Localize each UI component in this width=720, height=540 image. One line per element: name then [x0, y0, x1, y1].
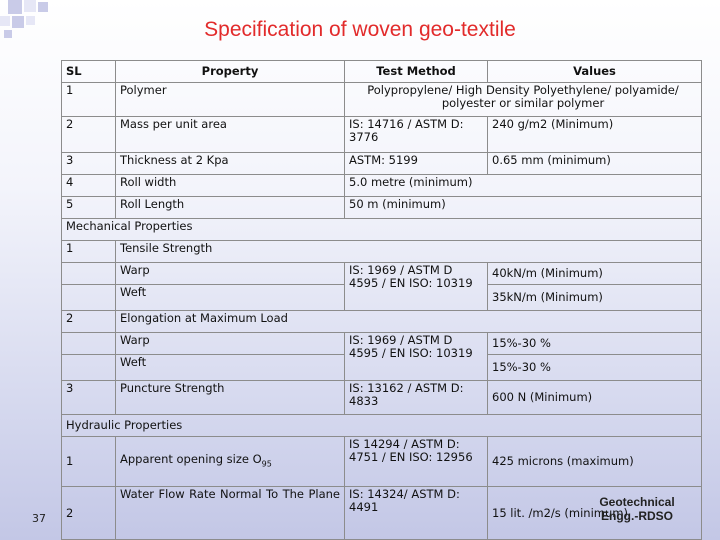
- value-cell: 15 lit. /m2/s (minimum): [488, 487, 702, 540]
- sl-cell: [62, 263, 116, 285]
- sl-cell: [62, 355, 116, 381]
- opening-size-label: Apparent opening size O: [120, 451, 262, 466]
- sl-cell: [62, 333, 116, 355]
- sl-cell: 2: [62, 311, 116, 333]
- value-cell: Polypropylene/ High Density Polyethylene/ polyamide/ polyester or similar polymer: [345, 83, 702, 117]
- table-row: [62, 241, 702, 263]
- sl-cell: 5: [62, 197, 116, 219]
- section-heading: Mechanical Properties: [62, 219, 702, 241]
- table-row: [62, 117, 702, 153]
- method-cell: IS: 1969 / ASTM D 4595 / EN ISO: 10319: [345, 333, 488, 381]
- property-cell: Roll width: [116, 175, 345, 197]
- value-cell: 15%-30 %: [488, 355, 702, 381]
- sl-cell: 2: [62, 117, 116, 153]
- org-line-1: Geotechnical: [599, 495, 675, 509]
- value-cell: 40kN/m (Minimum): [488, 263, 702, 285]
- sl-cell: 1: [62, 241, 116, 263]
- property-cell: Mass per unit area: [116, 117, 345, 153]
- organization-footer: [592, 495, 682, 523]
- property-cell: Warp: [116, 263, 345, 285]
- property-cell: Polymer: [116, 83, 345, 117]
- method-cell: IS: 14324/ ASTM D: 4491: [345, 487, 488, 540]
- property-cell: Weft: [116, 355, 345, 381]
- method-cell: IS 14294 / ASTM D: 4751 / EN ISO: 12956: [345, 437, 488, 487]
- slide-title: Specification of woven geo-textile: [204, 18, 516, 41]
- value-cell: 0.65 mm (minimum): [488, 153, 702, 175]
- value-cell: 600 N (Minimum): [488, 381, 702, 415]
- specification-table: [61, 60, 702, 540]
- table-row: [62, 175, 702, 197]
- table-row: [62, 381, 702, 415]
- table-row: [62, 311, 702, 333]
- value-cell: 35kN/m (Minimum): [488, 285, 702, 311]
- table-row: [62, 197, 702, 219]
- section-row-hydraulic: [62, 415, 702, 437]
- method-cell: IS: 14716 / ASTM D: 3776: [345, 117, 488, 153]
- value-cell: 240 g/m2 (Minimum): [488, 117, 702, 153]
- property-cell: Warp: [116, 333, 345, 355]
- property-cell: Water Flow Rate Normal To The Plane: [116, 487, 345, 540]
- sl-cell: [62, 285, 116, 311]
- table-row: [62, 333, 702, 355]
- table-row: [62, 83, 702, 117]
- property-cell: Tensile Strength: [116, 241, 702, 263]
- property-cell: Puncture Strength: [116, 381, 345, 415]
- section-heading: Hydraulic Properties: [62, 415, 702, 437]
- table-row: [62, 437, 702, 487]
- table-row: [62, 263, 702, 285]
- property-cell: Thickness at 2 Kpa: [116, 153, 345, 175]
- sl-cell: 4: [62, 175, 116, 197]
- sl-cell: 3: [62, 153, 116, 175]
- table-header-row: [62, 61, 702, 83]
- header-values: Values: [488, 61, 702, 83]
- section-row-mechanical: [62, 219, 702, 241]
- value-cell: 5.0 metre (minimum): [345, 175, 702, 197]
- value-cell: 50 m (minimum): [345, 197, 702, 219]
- value-cell: 15%-30 %: [488, 333, 702, 355]
- org-line-2: Engg.-RDSO: [601, 509, 673, 523]
- property-cell: [116, 437, 345, 487]
- sl-cell: 1: [62, 83, 116, 117]
- table-row: [62, 153, 702, 175]
- header-sl: SL: [62, 61, 116, 83]
- value-cell: 425 microns (maximum): [488, 437, 702, 487]
- slide-number: 37: [32, 512, 46, 525]
- property-cell: Elongation at Maximum Load: [116, 311, 702, 333]
- sl-cell: 3: [62, 381, 116, 415]
- sl-cell: 2: [62, 487, 116, 540]
- opening-size-subscript: 95: [261, 459, 272, 469]
- method-cell: IS: 13162 / ASTM D: 4833: [345, 381, 488, 415]
- method-cell: ASTM: 5199: [345, 153, 488, 175]
- header-test-method: Test Method: [345, 61, 488, 83]
- method-cell: IS: 1969 / ASTM D 4595 / EN ISO: 10319: [345, 263, 488, 311]
- sl-cell: 1: [62, 437, 116, 487]
- property-cell: Weft: [116, 285, 345, 311]
- property-cell: Roll Length: [116, 197, 345, 219]
- header-property: Property: [116, 61, 345, 83]
